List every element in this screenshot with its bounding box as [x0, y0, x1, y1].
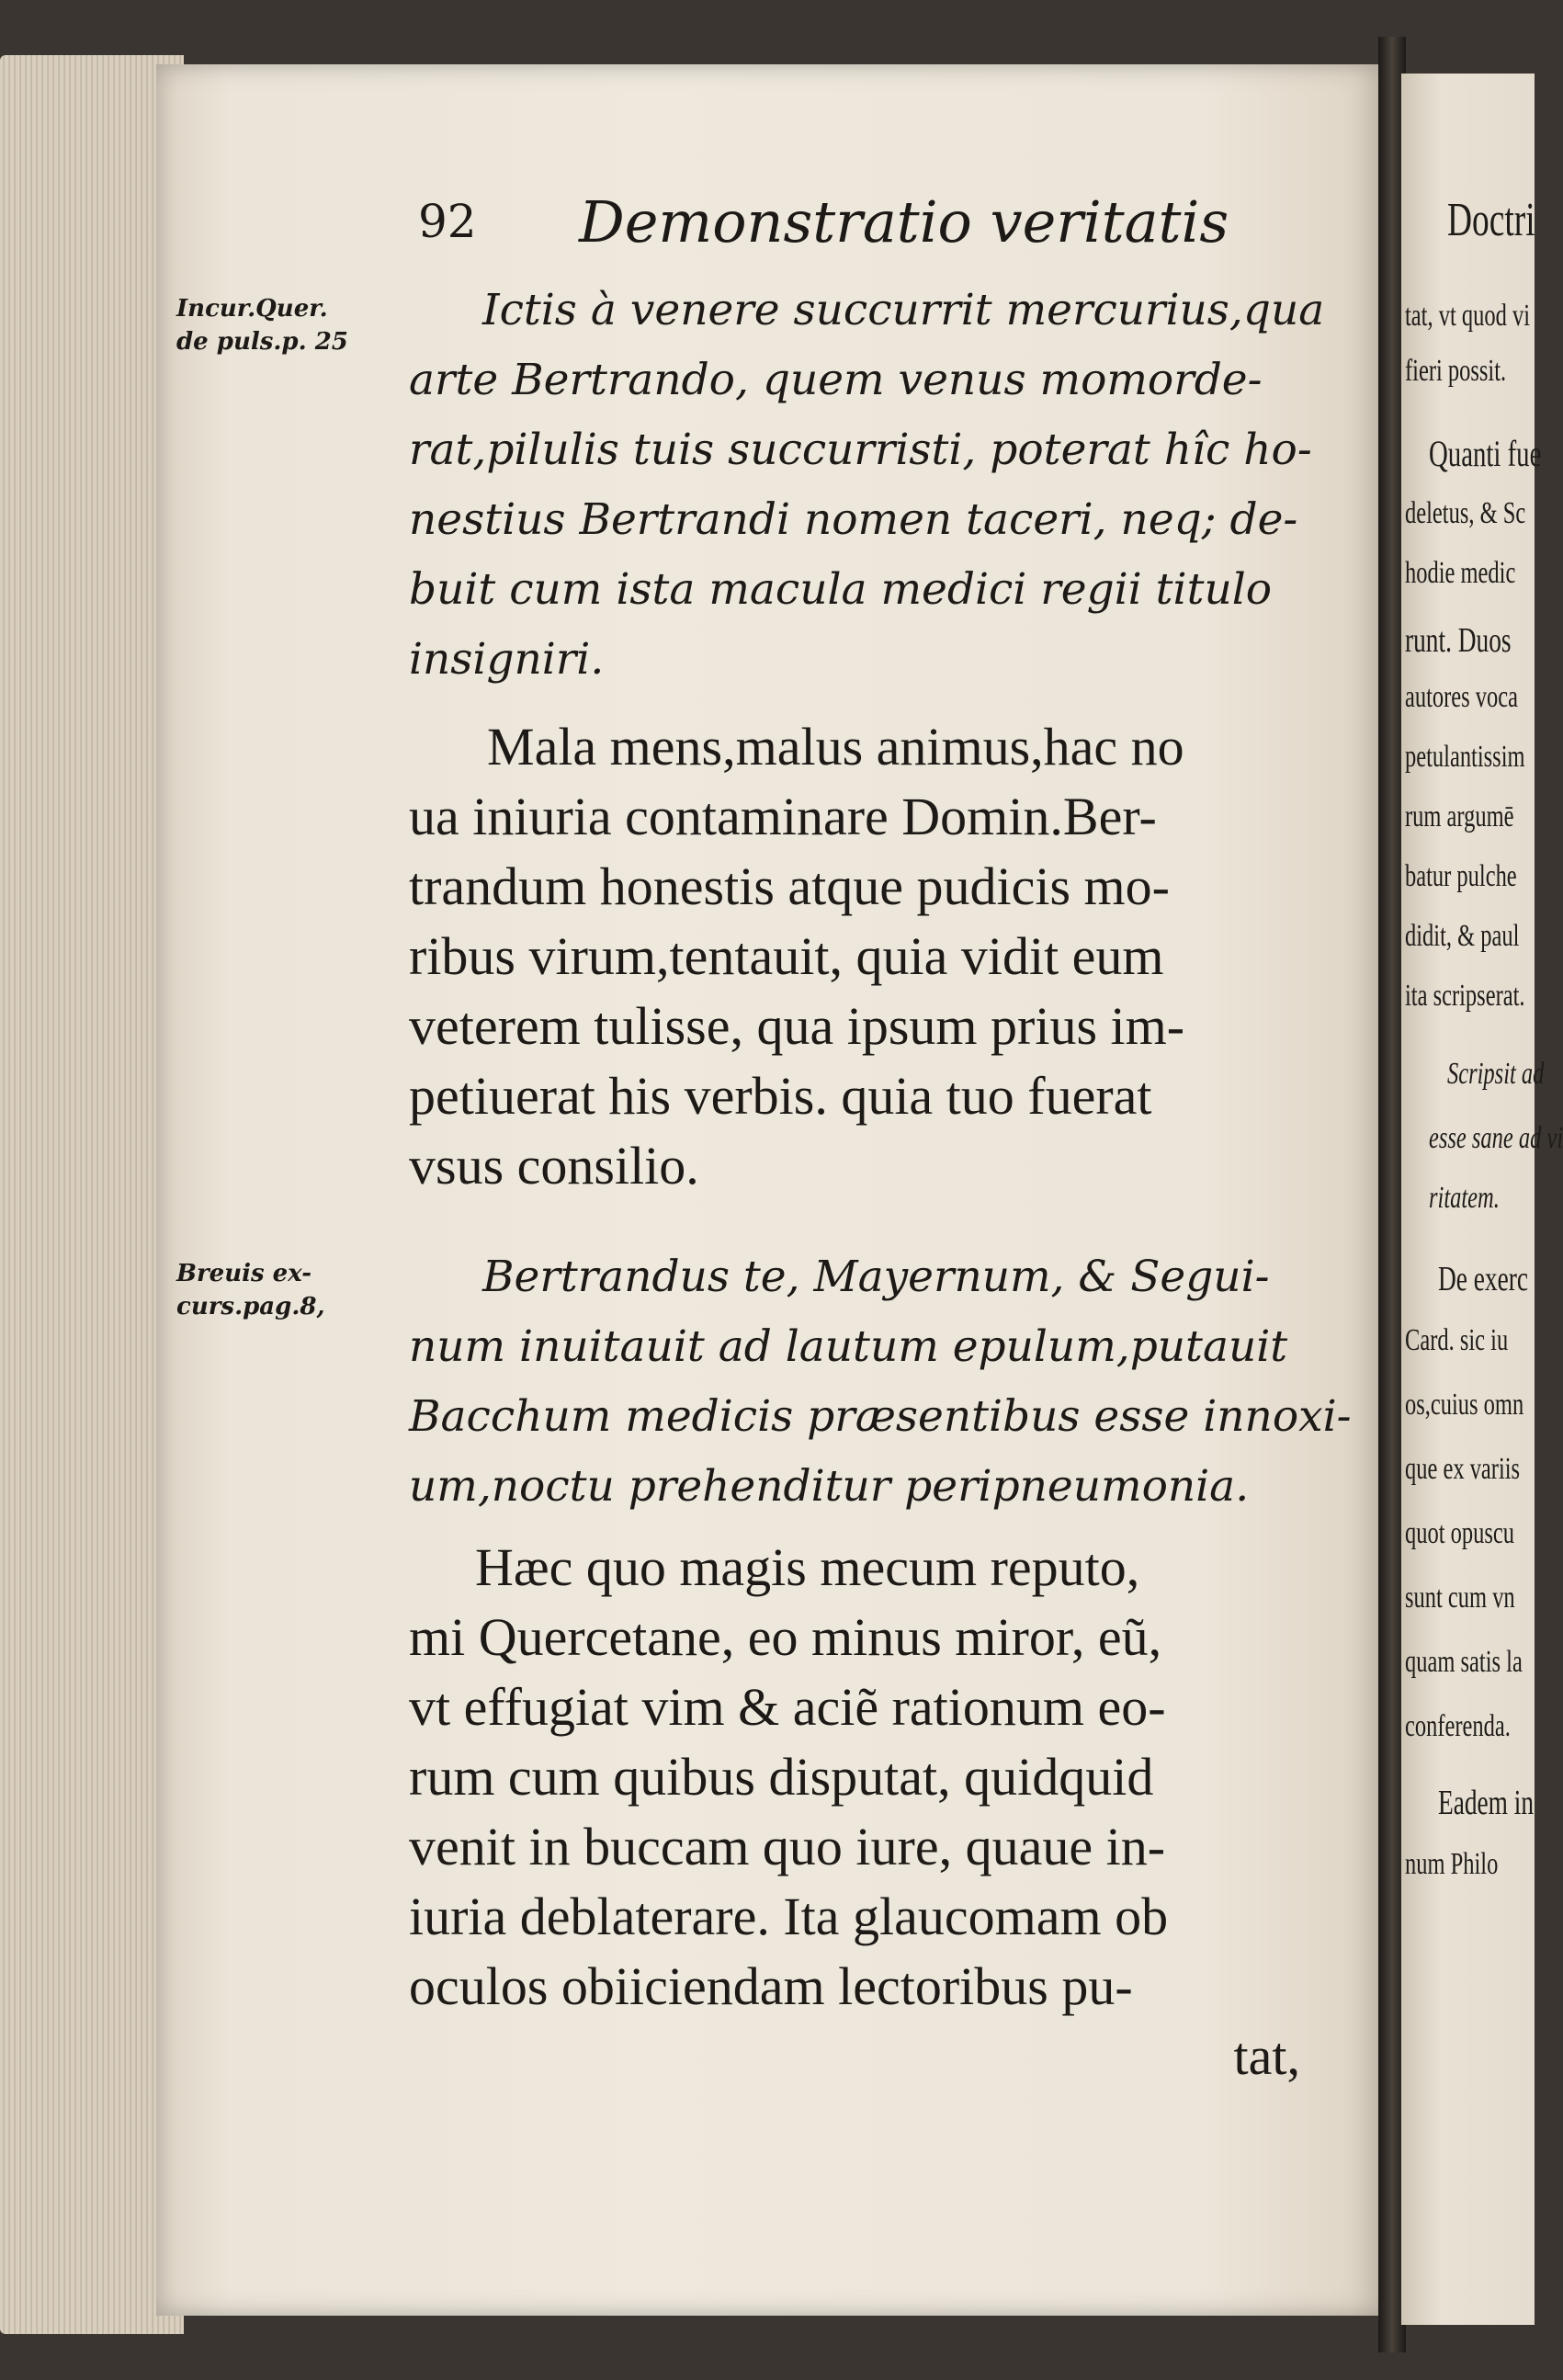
margin-note	[176, 1257, 325, 1323]
text-line: vsus consilio.	[409, 1136, 699, 1196]
running-head: Demonstratio veritatis	[579, 188, 1229, 255]
facing-line: Quanti fue	[1429, 433, 1542, 474]
margin-note-line: Breuis ex-	[176, 1260, 312, 1287]
margin-note-line: de puls.p. 25	[176, 328, 348, 356]
facing-line: conferenda.	[1405, 1709, 1511, 1743]
paragraph-italic-2	[409, 1242, 1352, 1522]
text-line: Ictis à venere succurrit mercurius,qua	[482, 285, 1325, 335]
facing-line: os,cuius omn	[1405, 1388, 1524, 1422]
text-line: um,noctu prehenditur peripneumonia.	[409, 1461, 1250, 1512]
facing-line: ita scripserat.	[1405, 979, 1525, 1013]
text-line: num inuitauit ad lautum epulum,putauit	[409, 1321, 1288, 1372]
text-line: trandum honestis atque pudicis mo-	[409, 856, 1170, 916]
text-line: vt effugiat vim & aciẽ rationum eo-	[409, 1677, 1166, 1737]
facing-line: ritatem.	[1429, 1181, 1500, 1215]
facing-line: didit, & paul	[1405, 919, 1520, 953]
page-number: 92	[418, 195, 477, 248]
text-line: Mala mens,malus animus,hac no	[487, 717, 1184, 776]
text-line: iuria deblaterare. Ita glaucomam ob	[409, 1887, 1169, 1946]
facing-line: quot opuscu	[1405, 1516, 1515, 1550]
text-line: veterem tulisse, qua ipsum prius im-	[409, 996, 1185, 1056]
text-line: rum cum quibus disputat, quidquid	[409, 1747, 1154, 1807]
text-line: nestius Bertrandi nomen taceri, neq; de-	[409, 494, 1298, 545]
paragraph-roman-1	[409, 712, 1328, 1201]
margin-note-line: curs.pag.8,	[176, 1293, 325, 1320]
facing-line: Eadem in	[1438, 1784, 1535, 1822]
paragraph-italic-1	[409, 276, 1328, 695]
margin-note-line: Incur.Quer.	[176, 295, 328, 323]
paragraph-roman-2	[409, 1533, 1328, 2091]
catchword: tat,	[1233, 2026, 1300, 2086]
facing-line: hodie medic	[1405, 556, 1516, 590]
text-line: Hæc quo magis mecum reputo,	[475, 1537, 1140, 1597]
text-line: oculos obiiciendam lectoribus pu-	[409, 1956, 1133, 2016]
margin-note	[176, 292, 348, 358]
facing-line: De exerc	[1438, 1260, 1528, 1298]
facing-line: fieri possit.	[1405, 354, 1507, 388]
text-line: petiuerat his verbis. quia tuo fuerat	[409, 1066, 1152, 1126]
text-line: buit cum ista macula medici regii titulo	[409, 564, 1273, 615]
facing-line: deletus, & Sc	[1405, 496, 1526, 530]
facing-page	[1401, 74, 1563, 2325]
text-line: arte Bertrando, quem venus momorde-	[409, 355, 1263, 405]
facing-line: Doctri	[1447, 194, 1535, 246]
facing-line: Scripsit ad	[1447, 1057, 1545, 1091]
facing-line: Card. sic iu	[1405, 1323, 1509, 1357]
text-line: insigniri.	[409, 634, 605, 685]
facing-line: tat, vt quod vi	[1405, 299, 1531, 333]
facing-line: sunt cum vn	[1405, 1581, 1515, 1615]
facing-line: autores voca	[1405, 680, 1519, 714]
facing-line: rum argumē	[1405, 799, 1514, 833]
text-line: Bertrandus te, Mayernum, & Segui-	[482, 1252, 1270, 1302]
facing-line: runt. Duos	[1405, 621, 1512, 660]
text-line: mi Quercetane, eo minus miror, eũ,	[409, 1607, 1162, 1667]
facing-line: batur pulche	[1405, 859, 1517, 893]
facing-line: num Philo	[1405, 1847, 1499, 1881]
text-line: Bacchum medicis præsentibus esse innoxi-	[409, 1391, 1352, 1442]
facing-line: quam satis la	[1405, 1645, 1523, 1679]
text-line: venit in buccam quo iure, quaue in-	[409, 1817, 1166, 1876]
text-line: rat,pilulis tuis succurristi, poterat hîc ho-	[409, 425, 1312, 475]
facing-line: que ex variis	[1405, 1452, 1521, 1486]
text-line: ua iniuria contaminare Domin.Ber-	[409, 787, 1157, 846]
facing-line: petulantissim	[1405, 740, 1525, 774]
text-line: ribus virum,tentauit, quia vidit eum	[409, 926, 1164, 986]
facing-line: esse sane ad vi	[1429, 1121, 1563, 1155]
